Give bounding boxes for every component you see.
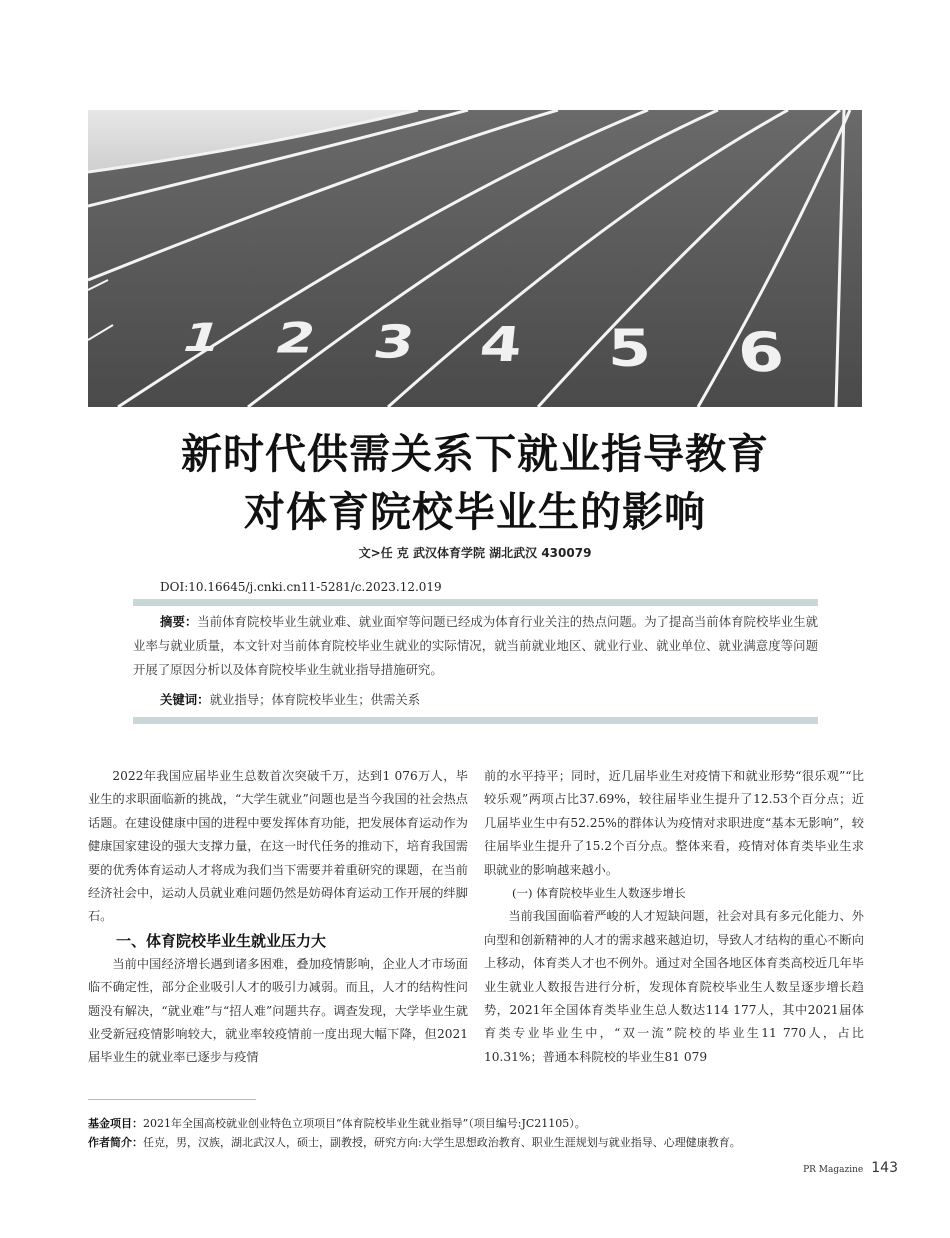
paragraph: 当前中国经济增长遇到诸多困难，叠加疫情影响，企业人才市场面临不确定性，部分企业吸引人才的吸引力减弱。而且，人才的结构性问题没有解决，“就业难”与“招人难”问题共存。调查发现，大学毕业生就业受新冠疫情影响较大，就业率较疫情前一度出现大幅下降，但2021届毕业生的就业率已逐步与疫情 — [88, 956, 468, 1065]
abstract-top-bar — [133, 599, 818, 606]
lane-number-4: 4 — [477, 317, 525, 373]
paragraph: 当前我国面临着严峻的人才短缺问题，社会对具有多元化能力、外向型和创新精神的人才的需求越来越迫切，导致人才结构的重心不断向上移动，体育类人才也不例外。通过对全国各地区体育类高校近几年毕业生就业人数报告进行分析，发现体育院校毕业生人数呈逐步增长趋势，2021年全国体育类毕业生总人数达114 177人，其中2021届体育类专业毕业生中，“双一流”院校的毕业生11 770人，占比10.31%；普通本科院校的毕业生81 079 — [484, 909, 864, 1064]
page-number: 143 — [871, 1160, 898, 1176]
magazine-name: PR Magazine — [803, 1165, 864, 1175]
lane-number-5: 5 — [608, 318, 652, 379]
doi-line: DOI:10.16645/j.cnki.cn11-5281/c.2023.12.019 — [160, 580, 442, 594]
abstract-bottom-bar — [133, 717, 818, 724]
lane-number-6: 6 — [735, 320, 787, 385]
body-column-left — [88, 765, 468, 1070]
paragraph: 2022年我国应届毕业生总数首次突破千万，达到1 076万人，毕业生的求职面临新的挑战，“大学生就业”问题也是当今我国的社会热点话题。在建设健康中国的进程中要发挥体育功能，把发展体育运动作为健康国家建设的强大支撑力量，在这一时代任务的推动下，培育我国需要的优秀体育运动人才将成为我们当下需要并着重研究的课题，在当前经济社会中，运动人员就业难问题仍然是妨碍体育运动工作开展的绊脚石。 — [88, 769, 468, 924]
author-label: 作者简介： — [88, 1136, 143, 1149]
author-byline: 文>任 克 武汉体育学院 湖北武汉 430079 — [358, 546, 592, 560]
author-footnote — [88, 1134, 741, 1152]
fund-footnote — [88, 1115, 586, 1133]
abstract-block — [133, 610, 818, 682]
author-text: 任克，男，汉族，湖北武汉人，硕士，副教授，研究方向:大学生思想政治教育、职业生涯规划与就业指导、心理健康教育。 — [143, 1136, 741, 1149]
fund-text: 2021年全国高校就业创业特色立项项目“体育院校毕业生就业指导”（项目编号:JC21105）。 — [143, 1117, 586, 1130]
lane-number-1: 1 — [175, 314, 228, 361]
section-heading: 一、体育院校毕业生就业压力大 — [116, 931, 327, 950]
subsection-heading: (一) 体育院校毕业生人数逐步增长 — [512, 886, 686, 901]
article-title-line2: 对体育院校毕业生的影响 — [244, 488, 706, 536]
keywords-text: 就业指导；体育院校毕业生；供需关系 — [209, 692, 421, 707]
paragraph: 前的水平持平；同时，近几届毕业生对疫情下和就业形势“很乐观”“比较乐观”两项占比37.69%，较往届毕业生提升了12.53个百分点；近几届毕业生中有52.25%的群体认为疫情对求职进度“基本无影响”，较往届毕业生提升了15.2个百分点。整体来看，疫情对体育类毕业生求职就业的影响越来越小。 — [484, 769, 864, 877]
page-footer — [803, 1157, 898, 1176]
keywords-block — [160, 688, 420, 712]
running-track-photo — [88, 110, 862, 407]
footnote-divider — [88, 1099, 256, 1100]
abstract-label: 摘要： — [160, 614, 198, 629]
abstract-text: 当前体育院校毕业生就业难、就业面窄等问题已经成为体育行业关注的热点问题。为了提高当前体育院校毕业生就业率与就业质量，本文针对当前体育院校毕业生就业的实际情况，就当前就业地区、就业行业、就业单位、就业满意度等问题开展了原因分析以及体育院校毕业生就业指导措施研究。 — [133, 614, 819, 677]
keywords-label: 关键词： — [160, 692, 210, 707]
article-title-line1: 新时代供需关系下就业指导教育 — [181, 430, 769, 478]
fund-label: 基金项目： — [88, 1117, 143, 1130]
lane-number-2: 2 — [269, 314, 322, 363]
lane-number-3: 3 — [369, 315, 420, 369]
body-column-right — [484, 765, 864, 1069]
lane-numbers — [88, 110, 862, 407]
